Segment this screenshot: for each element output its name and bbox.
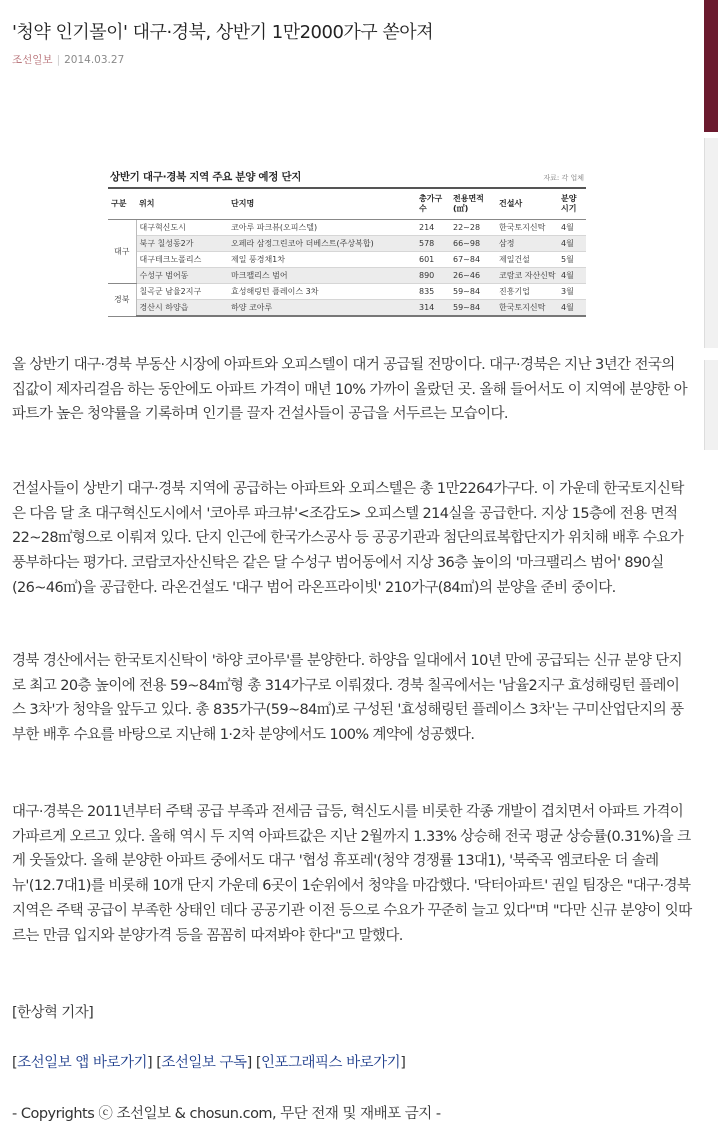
cell-complex: 코아루 파크뷰(오피스텔): [228, 220, 416, 236]
cell-units: 601: [416, 252, 450, 268]
cell-area: 59~84: [450, 284, 496, 300]
chosun-subscribe-link[interactable]: 조선일보 구독: [161, 1055, 247, 1071]
cell-timing: 4월: [558, 268, 586, 284]
cell-area: 59~84: [450, 300, 496, 317]
cell-timing: 4월: [558, 300, 586, 317]
table-row: [108, 300, 586, 317]
article-paragraph: 경북 경산에서는 한국토지신탁이 '하양 코아루'를 분양한다. 하양읍 일대에서 10년 만에 공급되는 신규 분양 단지로 최고 20층 높이에 전용 59~84㎡형 총 314가구로 이뤄졌다. 경북 칠곡에서는 '남율2지구 효성해링턴 플레이스 3차'가 청약을 앞두고 있다. 총 835가구(59~84㎡)로 구성된 '효성해링턴 플레이스 3차'는 구미산업단지의 풍부한 배후 수요를 바탕으로 지난해 1·2차 분양에서도 100% 계약에 성공했다.: [12, 653, 684, 744]
cell-builder: 진흥기업: [496, 284, 558, 300]
cell-units: 214: [416, 220, 450, 236]
cell-area: 26~46: [450, 268, 496, 284]
cell-units: 578: [416, 236, 450, 252]
region-label: 대구: [108, 220, 136, 284]
cell-complex: 효성해링턴 플레이스 3차: [228, 284, 416, 300]
header-units: 총가구 수: [416, 188, 450, 220]
source-name[interactable]: 조선일보: [12, 54, 53, 66]
cell-area: 67~84: [450, 252, 496, 268]
table-row: [108, 220, 586, 236]
table-row: [108, 252, 586, 268]
cell-location: 대구혁신도시: [136, 220, 228, 236]
schedule-table: [108, 187, 586, 317]
article-paragraph: 건설사들이 상반기 대구·경북 지역에 공급하는 아파트와 오피스텔은 총 1만2264가구다. 이 가운데 한국토지신탁은 다음 달 초 대구혁신도시에서 '코아루 파크뷰'<조감도> 오피스텔 214실을 공급한다. 지상 15층에 전용 면적 22~28㎡형으로 이뤄져 있다. 단지 인근에 한국가스공사 등 공공기관과 첨단의료복합단지가 위치해 배후 수요가 풍부하다는 평가다. 코람코자산신탁은 같은 달 수성구 범어동에서 지상 36층 높이의 '마크팰리스 범어' 890실(26~46㎡)을 공급한다. 라온건설도 '대구 범어 라온프라이빗' 210가구(84㎡)의 분양을 준비 중이다.: [12, 481, 684, 596]
cell-area: 66~98: [450, 236, 496, 252]
header-timing: 분양 시기: [558, 188, 586, 220]
cell-location: 칠곡군 남율2지구: [136, 284, 228, 300]
cell-builder: 삼정: [496, 236, 558, 252]
table-row: [108, 284, 586, 300]
cell-units: 835: [416, 284, 450, 300]
table-row: [108, 268, 586, 284]
cell-timing: 4월: [558, 236, 586, 252]
copyright-notice: - Copyrights ⓒ 조선일보 & chosun.com, 무단 전재 및 재배포 금지 -: [12, 1106, 441, 1122]
reporter-credit: [한상혁 기자]: [12, 1005, 94, 1021]
cell-builder: 코람코 자산신탁: [496, 268, 558, 284]
right-edge-panel-lower: [704, 360, 718, 450]
header-builder: 건설사: [496, 188, 558, 220]
infographic-title: 상반기 대구·경북 지역 주요 분양 예정 단지: [110, 171, 302, 183]
header-complex: 단지명: [228, 188, 416, 220]
article-paragraph: 올 상반기 대구·경북 부동산 시장에 아파트와 오피스텔이 대거 공급될 전망이다. 대구·경북은 지난 3년간 전국의 집값이 제자리걸음 하는 동안에도 아파트 가격이 매년 10% 가까이 올랐던 곳. 올해 들어서도 이 지역에 분양한 아파트가 높은 청약률을 기록하며 인기를 끌자 건설사들이 공급을 서두르는 모습이다.: [12, 357, 688, 423]
related-links: [조선일보 앱 바로가기] [조선일보 구독] [인포그래픽스 바로가기]: [12, 1055, 406, 1071]
byline: [12, 52, 124, 67]
publish-date: 2014.03.27: [64, 54, 125, 66]
cell-timing: 5월: [558, 252, 586, 268]
header-area: 전용면적 (㎡): [450, 188, 496, 220]
cell-complex: 하양 코아루: [228, 300, 416, 317]
infographic-table: [108, 163, 586, 317]
cell-builder: 제일건설: [496, 252, 558, 268]
right-edge-panel: [704, 138, 718, 348]
header-division: 구분: [108, 188, 136, 220]
cell-location: 대구테크노폴리스: [136, 252, 228, 268]
cell-units: 890: [416, 268, 450, 284]
cell-builder: 한국토지신탁: [496, 220, 558, 236]
region-label: 경북: [108, 284, 136, 317]
article-paragraph: 대구·경북은 2011년부터 주택 공급 부족과 전세금 급등, 혁신도시를 비롯한 각종 개발이 겹치면서 아파트 가격이 가파르게 오르고 있다. 올해 역시 두 지역 아파트값은 지난 2월까지 1.33% 상승해 전국 평균 상승률(0.31%)을 크게 웃돌았다. 올해 분양한 아파트 중에서도 대구 '협성 휴포레'(청약 경쟁률 13대1), '북죽곡 엠코타운 더 솔레뉴'(12.7대1)를 비롯해 10개 단지 가운데 6곳이 1순위에서 청약을 마감했다. '닥터아파트' 권일 팀장은 "대구·경북 지역은 주택 공급이 부족한 상태인 데다 공공기관 이전 등으로 수요가 꾸준히 늘고 있다"며 "다만 신규 분양이 잇따르는 만큼 입지와 분양가격 등을 꼼꼼히 따져봐야 한다"고 말했다.: [12, 804, 692, 944]
cell-location: 경산시 하양읍: [136, 300, 228, 317]
table-header-row: [108, 188, 586, 220]
byline-divider: |: [56, 54, 61, 66]
infographics-link[interactable]: 인포그래픽스 바로가기: [261, 1055, 401, 1071]
cell-complex: 오페라 삼정그린코아 더베스트(주상복합): [228, 236, 416, 252]
cell-builder: 한국토지신탁: [496, 300, 558, 317]
article-headline: '청약 인기몰이' 대구·경북, 상반기 1만2000가구 쏟아져: [12, 22, 434, 43]
chosun-app-link[interactable]: 조선일보 앱 바로가기: [17, 1055, 147, 1071]
cell-location: 수성구 범어동: [136, 268, 228, 284]
cell-timing: 4월: [558, 220, 586, 236]
cell-timing: 3월: [558, 284, 586, 300]
cell-area: 22~28: [450, 220, 496, 236]
infographic-source: 자료: 각 업체: [543, 174, 584, 182]
table-row: [108, 236, 586, 252]
cell-complex: 제일 풍경채1차: [228, 252, 416, 268]
cell-complex: 마크팰리스 범어: [228, 268, 416, 284]
right-edge-banner: [704, 0, 718, 132]
cell-units: 314: [416, 300, 450, 317]
header-location: 위치: [136, 188, 228, 220]
cell-location: 북구 칠성동2가: [136, 236, 228, 252]
